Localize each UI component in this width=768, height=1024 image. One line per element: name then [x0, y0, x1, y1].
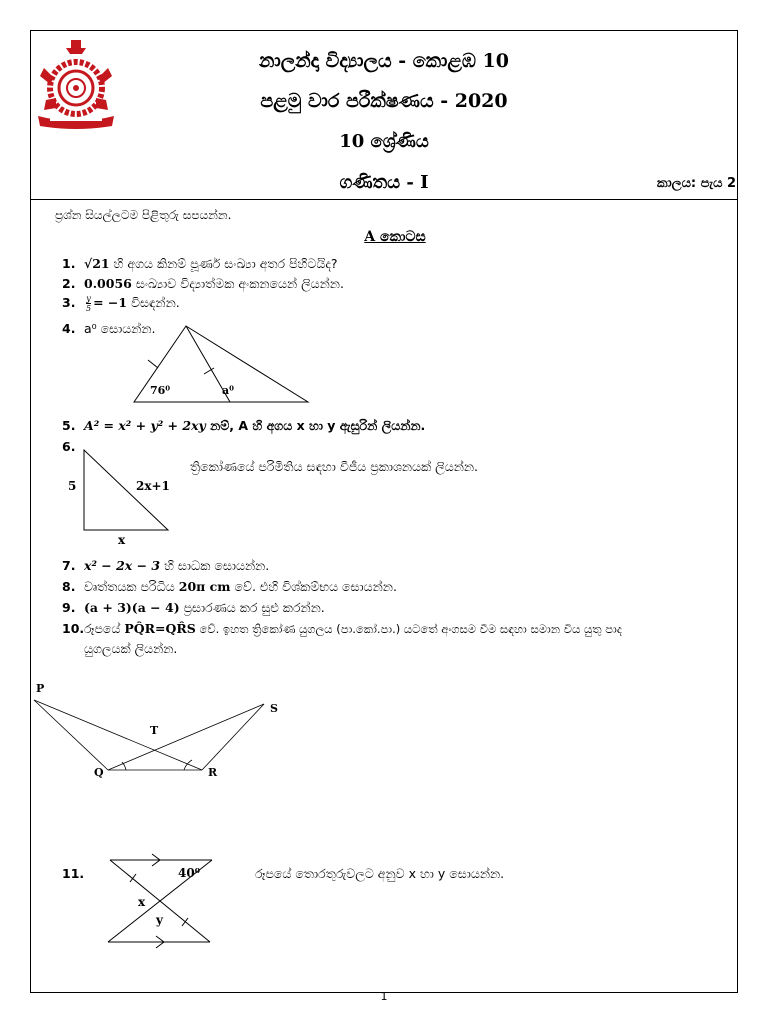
question-text: a⁰ සොයන්න. — [84, 321, 156, 336]
point-label-t: T — [150, 724, 159, 737]
angle-label-x: x — [138, 895, 146, 909]
question-10-line2: යුගලයක් ලියන්න. — [84, 641, 178, 656]
question-text: ප්‍රසාරණය කර සුළු කරන්න. — [179, 600, 325, 615]
question-text: වේ. එහි විශ්කම්භය සොයන්න. — [230, 579, 397, 594]
question-number: 5. — [62, 418, 76, 433]
question-math: 20π cm — [178, 579, 231, 594]
q6-right-triangle-figure — [60, 446, 210, 546]
grade-title: 10 ශ්‍රේණිය — [339, 131, 429, 152]
question-number: 2. — [62, 276, 76, 291]
question-math: 0.0056 — [84, 276, 132, 291]
angle-label-a: a⁰ — [222, 384, 234, 397]
question-6-text: ත්‍රිකෝණයේ පරිමිතිය සඳහා වීජීය ප්‍රකාශනයක් ලියන්න. — [190, 459, 478, 474]
side-label-x: x — [118, 533, 126, 546]
side-label-5: 5 — [68, 479, 77, 493]
question-number: 4. — [62, 321, 76, 336]
question-text: සංඛ්‍යාව විද්‍යාත්මක අංකනයෙන් ලියන්න. — [131, 276, 344, 291]
question-2 — [62, 276, 344, 292]
time-allowed: කාලය: පැය 2 — [656, 176, 736, 191]
question-number: 11. — [62, 866, 85, 881]
fraction-numerator: y — [86, 294, 91, 303]
question-number: 8. — [62, 579, 76, 594]
question-7 — [62, 558, 269, 574]
angle-label-40: 40⁰ — [178, 866, 200, 880]
header-divider — [30, 199, 738, 200]
exam-title: පළමු වාර පරීක්ෂණය - 2020 — [260, 90, 508, 112]
question-3 — [62, 294, 180, 313]
question-math: x² − 2x − 3 — [84, 558, 161, 573]
page-number: 1 — [380, 990, 388, 1003]
question-math: (a + 3)(a − 4) — [84, 600, 180, 615]
question-11-text: රූපයේ තොරතුරුවලට අනුව x හා y සොයන්න. — [255, 866, 505, 881]
question-text: රූපයේ — [84, 621, 125, 636]
question-number: 1. — [62, 256, 76, 271]
question-text: හි අගය කිනම් පූර්ණ සංඛ්‍යා අතර පිහිටයිද? — [109, 256, 338, 271]
question-number: 7. — [62, 558, 76, 573]
question-10 — [62, 621, 622, 637]
point-label-p: P — [36, 682, 45, 695]
part-title: A කොටස — [364, 229, 426, 245]
angle-label-76: 76⁰ — [150, 384, 171, 397]
school-name: නාලන්දා විද්‍යාලය - කොළඹ 10 — [259, 50, 509, 72]
fraction — [86, 294, 91, 313]
question-math: = −1 — [93, 295, 128, 310]
instruction: ප්‍රශ්න සියල්ලටම පිළිතුරු සපයන්න. — [55, 208, 232, 222]
question-11 — [62, 866, 96, 881]
question-1 — [62, 256, 338, 272]
question-8 — [62, 579, 397, 595]
question-text: හි සාධක සොයන්න. — [160, 558, 270, 573]
point-label-s: S — [270, 702, 278, 715]
question-math: PQ̂R=QR̂S — [124, 621, 196, 636]
question-text: නම්, A හි අගය x හා y ඇසුරින් ලියන්න. — [205, 418, 426, 433]
question-math: √21 — [84, 256, 110, 271]
subject-title: ගණිතය - I — [339, 172, 429, 193]
side-label-2x1: 2x+1 — [136, 479, 170, 493]
question-5 — [62, 418, 425, 434]
angle-label-y: y — [156, 913, 163, 927]
question-number: 6. — [62, 439, 76, 454]
point-label-r: R — [208, 766, 218, 779]
q10-crossed-triangles-figure — [30, 680, 290, 784]
question-number: 9. — [62, 600, 76, 615]
q4-triangle-figure — [120, 322, 320, 406]
question-text: වේ. ඉහත ත්‍රිකෝණ යුගලය (පා.කෝ.පා.) යටතේ අංගසම වීම සඳහා සමාන විය යුතු පාද — [195, 622, 622, 636]
question-math: A² = x² + y² + 2xy — [84, 418, 206, 433]
point-label-q: Q — [94, 766, 104, 779]
question-9 — [62, 600, 325, 616]
question-number: 10. — [62, 621, 85, 636]
question-text: වෘත්තයක පරිධිය — [84, 579, 179, 594]
fraction-denominator: 5 — [86, 304, 92, 313]
question-number: 3. — [62, 295, 76, 310]
q11-hourglass-figure — [100, 852, 230, 952]
question-text: විසඳන්න. — [127, 295, 180, 310]
